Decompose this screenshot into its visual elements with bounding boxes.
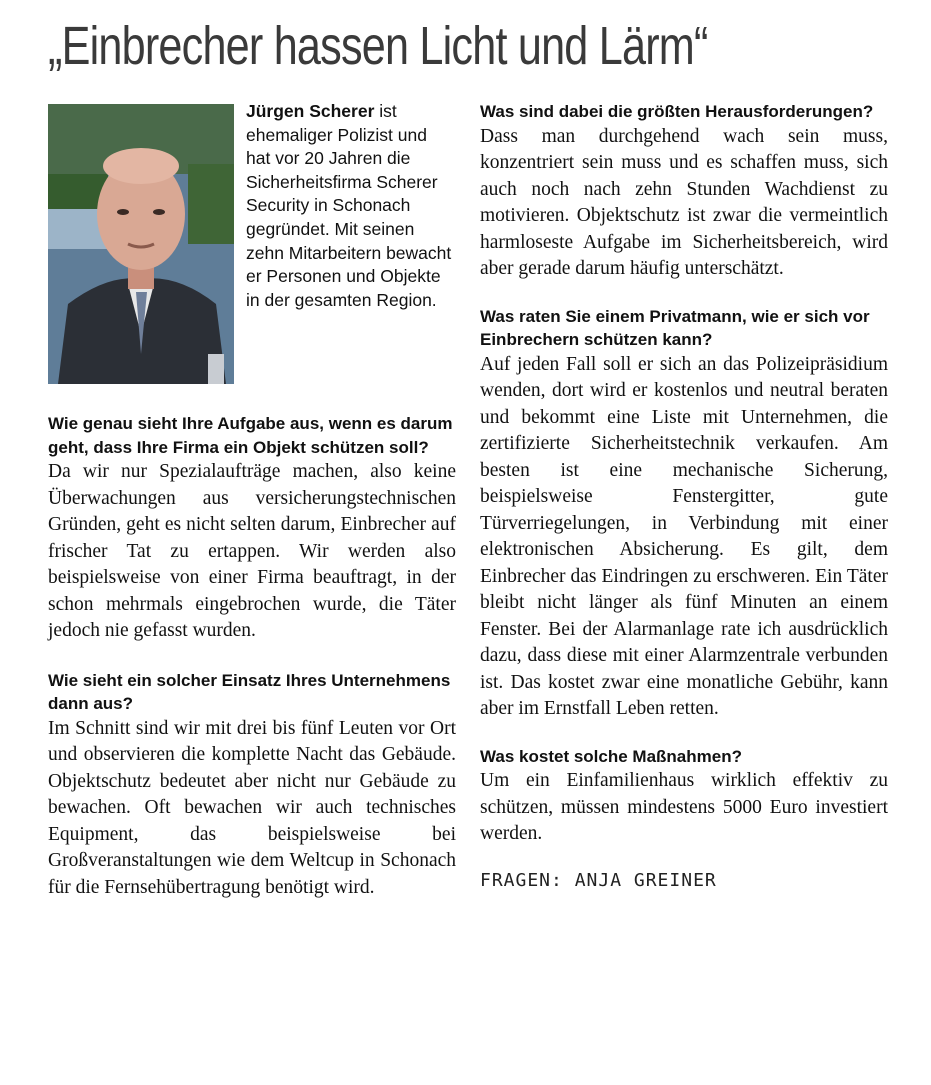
byline: FRAGEN: ANJA GREINER [480, 869, 717, 891]
headline: „Einbrecher hassen Licht und Lärm“ [48, 16, 708, 76]
right-column [480, 100, 888, 891]
answer-1: Da wir nur Spezialaufträge machen, also keine Überwachungen aus versicherungstechnischen Gründen, geht es nicht selten darum, Einbrecher auf frischer Tat zu ertappen. Wir werden also beispielsweise von einer Firma beauftragt, in der schon mehrmals eingebrochen wurde, die Täter jedoch nie gefasst wurden. [48, 461, 456, 641]
bio-body: ist ehemaliger Polizist und hat vor 20 Jahren die Sicherheitsfirma Scherer Security in Schonach gegründet. Mit seinen zehn Mitarbeitern bewacht er Personen und Objekte in der gesamten Region. [246, 101, 452, 310]
left-column [48, 100, 456, 901]
question-4: Was raten Sie einem Privatmann, wie er sich vor Einbrechern schützen kann? [480, 306, 870, 349]
question-1: Wie genau sieht Ihre Aufgabe aus, wenn es darum geht, dass Ihre Firma ein Objekt schützen soll? [48, 414, 453, 457]
answer-3: Dass man durchgehend wach sein muss, konzentriert sein muss und es schaffen muss, sich auch noch nach zehn Stunden Wachdienst zu motivieren. Objektschutz ist zwar die vermeintlich harmloseste Aufgabe im Sicherheitsbereich, wird aber gerade darum häufig unterschätzt. [480, 125, 888, 279]
portrait-photo-icon [48, 104, 234, 384]
bio-text [246, 100, 456, 312]
question-5: Was kostet solche Maßnahmen? [480, 746, 742, 766]
bio-name: Jürgen Scherer [246, 101, 375, 121]
answer-2: Im Schnitt sind wir mit drei bis fünf Leuten vor Ort und observieren die komplette Nacht das Gebäude. Objektschutz bedeutet aber nicht nur Gebäude zu bewachen. Oft bewachen wir auch technisches Equipment, das beispielsweise bei Großveranstaltungen wie dem Weltcup in Schonach für die Fernsehübertragung benötigt wird. [48, 717, 456, 898]
intro-block [48, 100, 456, 388]
question-3: Was sind dabei die größten Herausforderungen? [480, 102, 874, 121]
answer-4: Auf jeden Fall soll er sich an das Polizeipräsidium wenden, dort wird er kostenlos und neutral beraten und bekommt eine Liste mit Unternehmen, die zertifizierte Sicherheitstechnik verkaufen. Am besten ist eine mechanische Sicherung, beispielsweise Fenstergitter, gute Türverriegelungen, in Verbindung mit einer elektronischen Absicherung. Es gilt, dem Einbrecher das Eindringen zu erschweren. Ein Täter bleibt nicht länger als fünf Minuten an einem Fenster. Bei der Alarmanlage rate ich ausdrücklich dazu, dass diese mit einer Alarmzentrale verbunden ist. Das kostet zwar eine monatliche Gebühr, kann aber im Ernstfall Leben retten. [480, 353, 888, 719]
question-2: Wie sieht ein solcher Einsatz Ihres Unternehmens dann aus? [48, 670, 451, 713]
answer-5: Um ein Einfamilienhaus wirklich effektiv zu schützen, müssen mindestens 5000 Euro investiert werden. [480, 770, 888, 844]
